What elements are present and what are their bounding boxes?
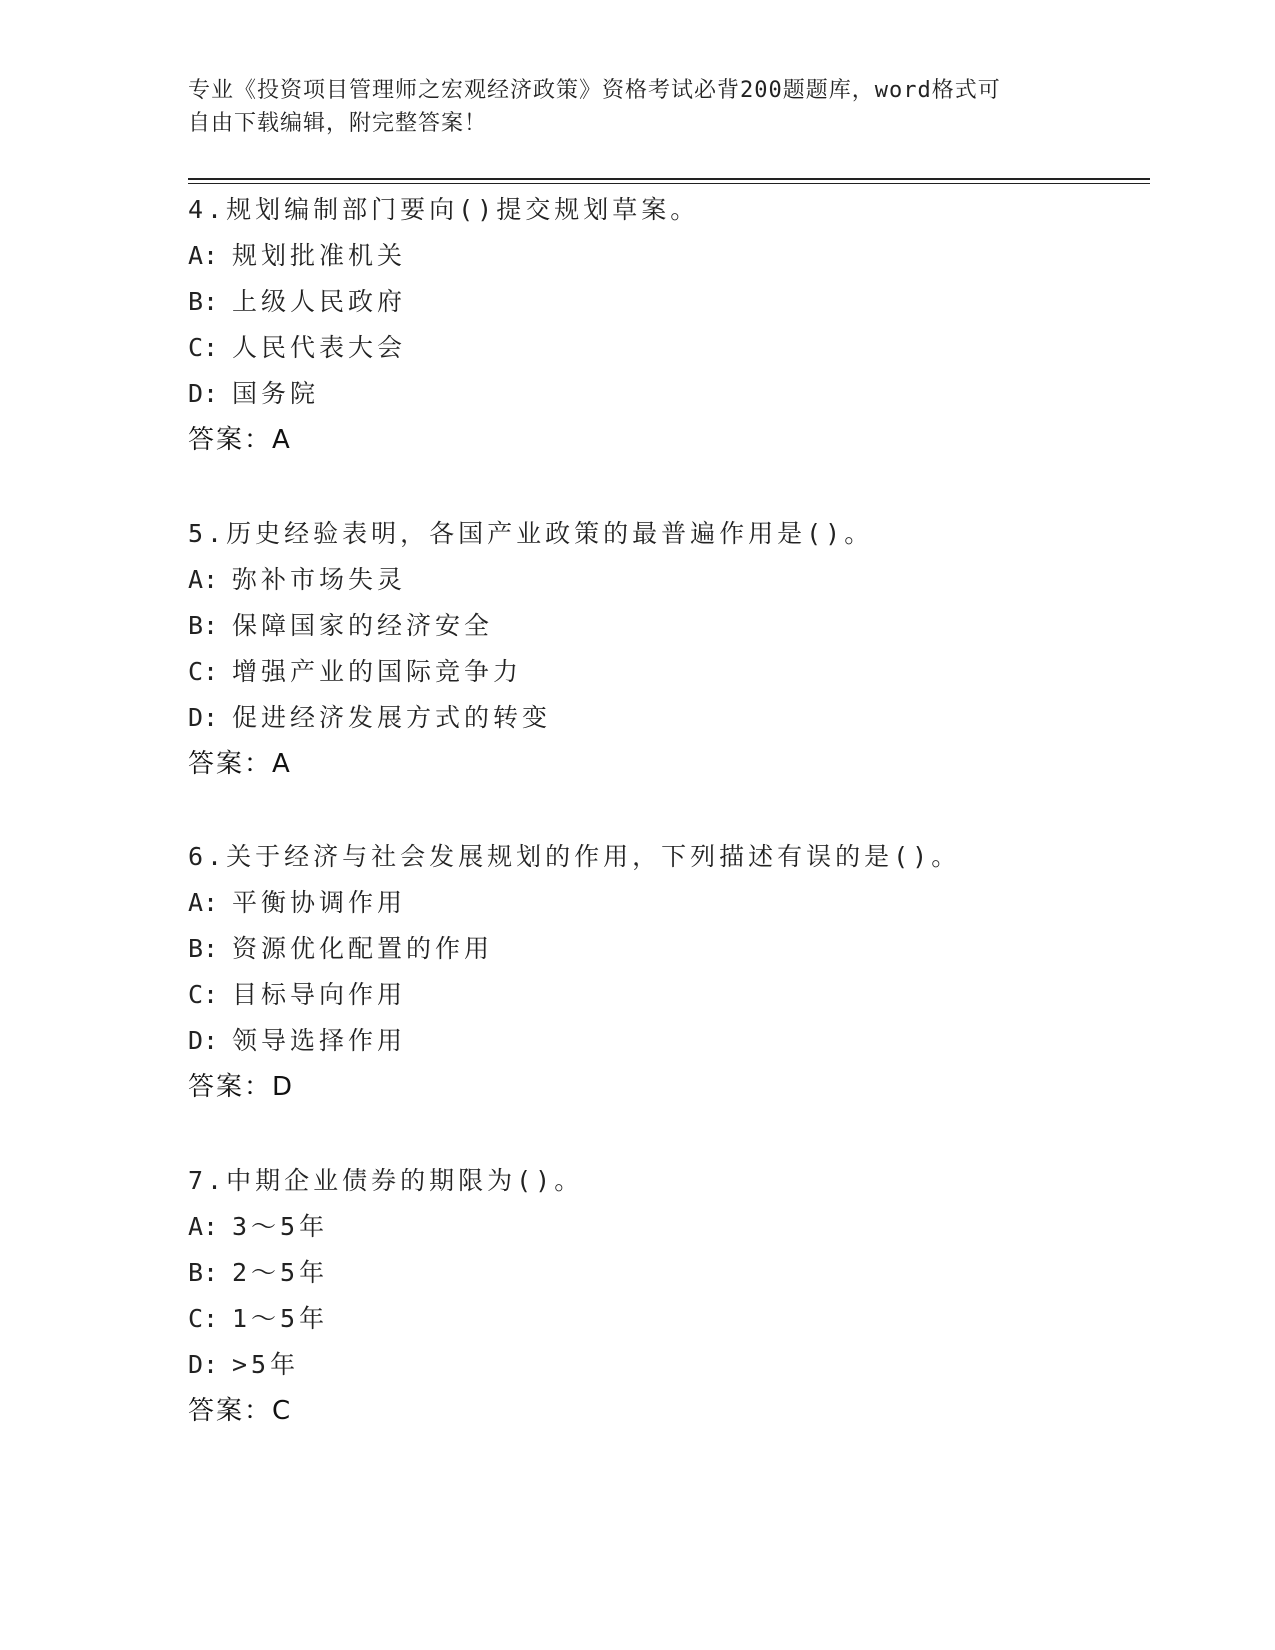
question-block xyxy=(188,511,1148,787)
option-d xyxy=(188,371,1148,417)
option-b xyxy=(188,279,1148,325)
question-stem: 4.规划编制部门要向()提交规划草案。 xyxy=(188,195,700,224)
option-letter: C: xyxy=(188,980,219,1009)
question-stem: 5.历史经验表明，各国产业政策的最普遍作用是()。 xyxy=(188,519,874,548)
question-stem: 6.关于经济与社会发展规划的作用，下列描述有误的是()。 xyxy=(188,842,961,871)
option-letter: D: xyxy=(188,379,219,408)
option-letter: C: xyxy=(188,333,219,362)
option-letter: B: xyxy=(188,934,219,963)
option-letter: B: xyxy=(188,287,219,316)
answer-line: 答案：A xyxy=(188,749,292,779)
question-stem: 7.中期企业债券的期限为()。 xyxy=(188,1166,584,1195)
option-letter: A: xyxy=(188,1212,219,1241)
option-text: 人民代表大会 xyxy=(232,333,407,362)
option-text: 保障国家的经济安全 xyxy=(232,611,494,640)
option-letter: D: xyxy=(188,1026,219,1055)
option-a xyxy=(188,880,1148,926)
option-c xyxy=(188,649,1148,695)
option-d xyxy=(188,1342,1148,1388)
answer-line: 答案：C xyxy=(188,1396,293,1426)
question-block xyxy=(188,1158,1148,1434)
option-text: 3～5年 xyxy=(232,1212,329,1241)
option-d xyxy=(188,1018,1148,1064)
option-b xyxy=(188,1250,1148,1296)
option-c xyxy=(188,325,1148,371)
option-a xyxy=(188,557,1148,603)
header-line-2: 自由下载编辑，附完整答案！ xyxy=(188,111,488,136)
option-text: 资源优化配置的作用 xyxy=(232,934,494,963)
option-text: >5年 xyxy=(232,1350,300,1379)
option-letter: B: xyxy=(188,1258,219,1287)
option-letter: C: xyxy=(188,657,219,686)
header-divider-thick xyxy=(188,178,1150,180)
option-letter: D: xyxy=(188,1350,219,1379)
option-letter: A: xyxy=(188,888,219,917)
option-text: 平衡协调作用 xyxy=(232,888,407,917)
option-text: 目标导向作用 xyxy=(232,980,407,1009)
option-text: 2～5年 xyxy=(232,1258,329,1287)
option-text: 增强产业的国际竞争力 xyxy=(232,657,523,686)
option-d xyxy=(188,695,1148,741)
option-b xyxy=(188,926,1148,972)
document-header xyxy=(188,74,1068,140)
question-block xyxy=(188,834,1148,1110)
option-b xyxy=(188,603,1148,649)
option-letter: B: xyxy=(188,611,219,640)
option-a xyxy=(188,1204,1148,1250)
option-text: 1～5年 xyxy=(232,1304,329,1333)
option-letter: A: xyxy=(188,565,219,594)
option-letter: D: xyxy=(188,703,219,732)
option-text: 国务院 xyxy=(232,379,320,408)
option-text: 弥补市场失灵 xyxy=(232,565,407,594)
option-c xyxy=(188,972,1148,1018)
option-c xyxy=(188,1296,1148,1342)
option-letter: C: xyxy=(188,1304,219,1333)
option-text: 规划批准机关 xyxy=(232,241,407,270)
header-line-1: 专业《投资项目管理师之宏观经济政策》资格考试必背200题题库，word格式可 xyxy=(188,78,1001,103)
question-block xyxy=(188,187,1148,463)
option-letter: A: xyxy=(188,241,219,270)
option-text: 上级人民政府 xyxy=(232,287,407,316)
answer-line: 答案：D xyxy=(188,1072,295,1102)
option-a xyxy=(188,233,1148,279)
option-text: 领导选择作用 xyxy=(232,1026,407,1055)
header-divider-thin xyxy=(188,183,1150,184)
option-text: 促进经济发展方式的转变 xyxy=(232,703,552,732)
answer-line: 答案：A xyxy=(188,425,292,455)
